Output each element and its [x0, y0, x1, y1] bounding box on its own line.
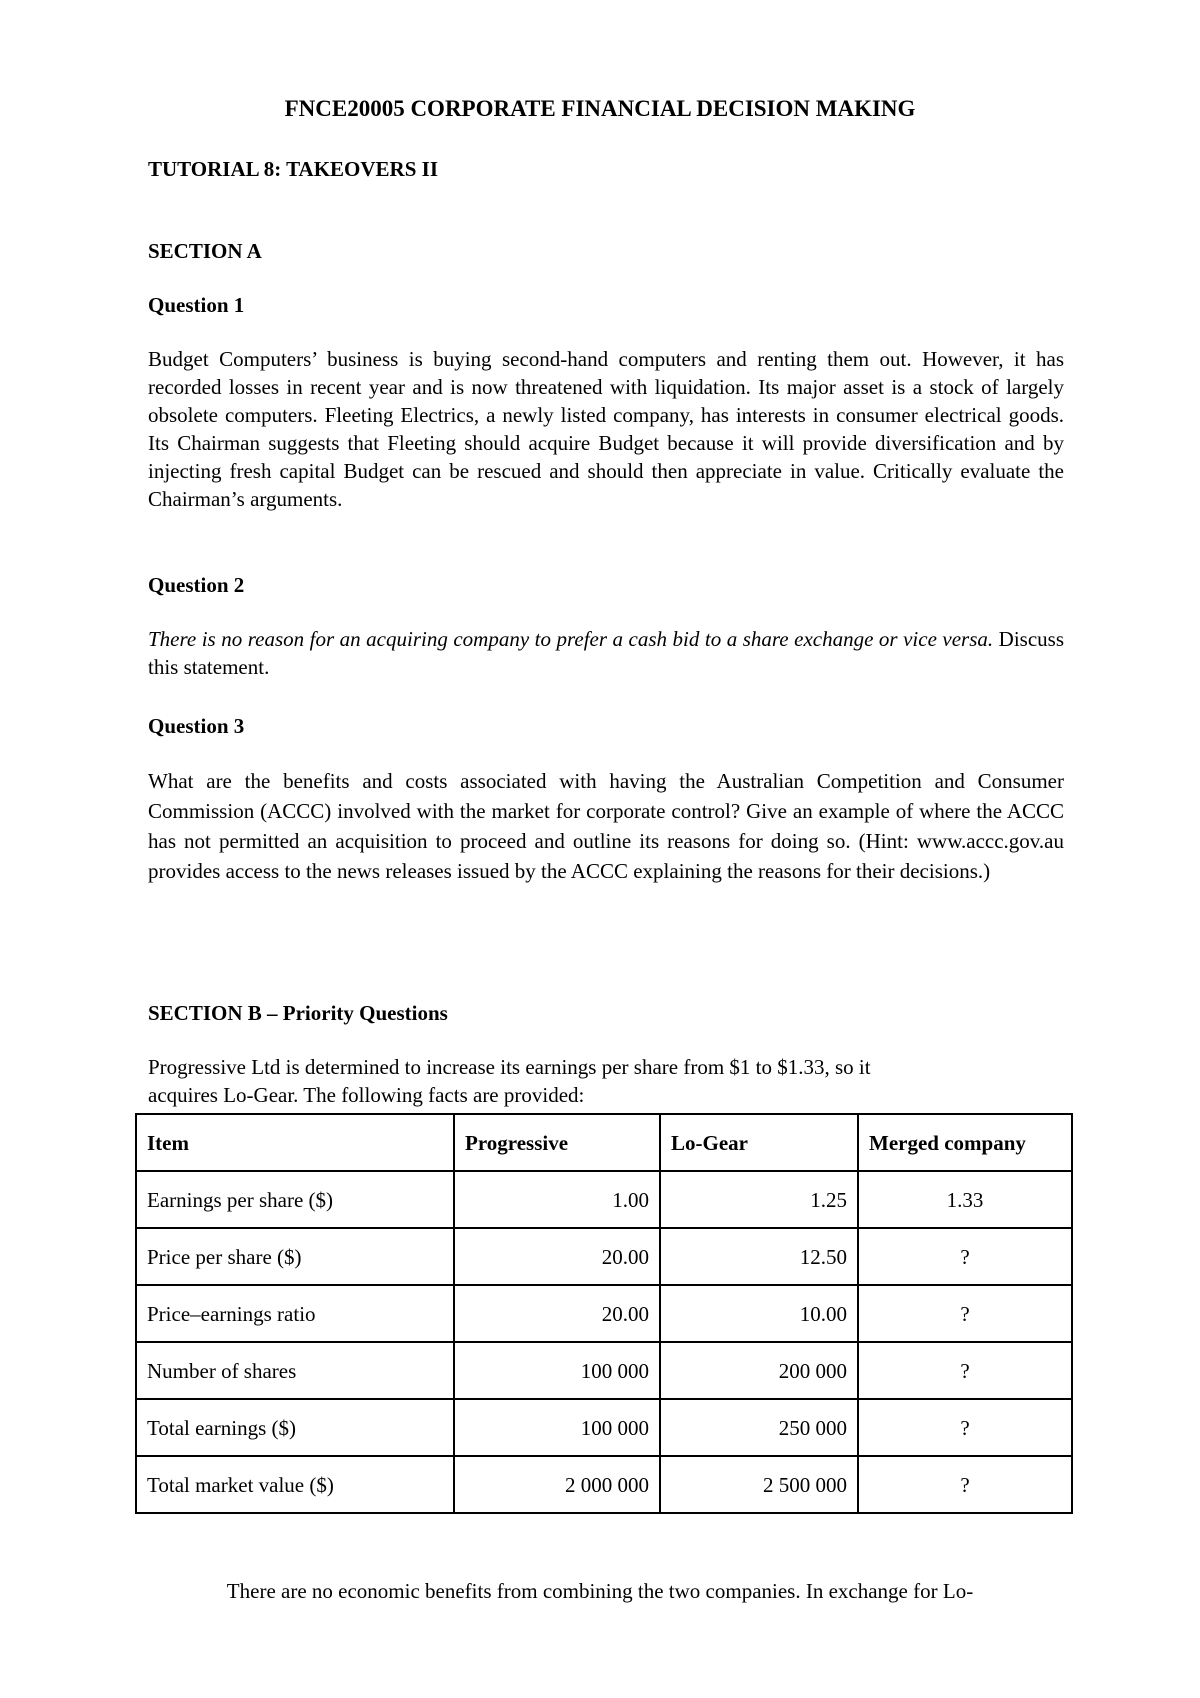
lo-gear-value: 2 500 000 [660, 1456, 858, 1513]
table-row [136, 1285, 1072, 1342]
section-a-heading: SECTION A [148, 239, 262, 263]
section-b-heading: SECTION B – Priority Questions [148, 1001, 448, 1025]
question-1-heading: Question 1 [148, 293, 245, 317]
header-merged-company: Merged company [858, 1114, 1072, 1171]
course-title: FNCE20005 CORPORATE FINANCIAL DECISION MAKING [284, 96, 916, 121]
section-b-intro-line-2: acquires Lo-Gear. The following facts are provided: [148, 1083, 585, 1107]
question-2-heading: Question 2 [148, 573, 245, 597]
header-lo-gear: Lo-Gear [660, 1114, 858, 1171]
table-row [136, 1171, 1072, 1228]
merged-value: ? [858, 1285, 1072, 1342]
question-2-text [148, 625, 1064, 681]
header-item: Item [136, 1114, 454, 1171]
lo-gear-value: 1.25 [660, 1171, 858, 1228]
question-2-instruction: Discuss this statement. [148, 627, 1065, 679]
row-label: Number of shares [136, 1342, 454, 1399]
merged-value: 1.33 [858, 1171, 1072, 1228]
merged-value: ? [858, 1342, 1072, 1399]
progressive-value: 20.00 [454, 1285, 660, 1342]
progressive-value: 100 000 [454, 1342, 660, 1399]
header-progressive: Progressive [454, 1114, 660, 1171]
table-row [136, 1456, 1072, 1513]
section-b-intro-line-1: Progressive Ltd is determined to increase its earnings per share from $1 to $1.33, so it [148, 1055, 871, 1079]
merged-value: ? [858, 1399, 1072, 1456]
lo-gear-value: 10.00 [660, 1285, 858, 1342]
progressive-value: 2 000 000 [454, 1456, 660, 1513]
table-row [136, 1342, 1072, 1399]
lo-gear-value: 200 000 [660, 1342, 858, 1399]
table-header-row [136, 1114, 1072, 1171]
question-3-text: What are the benefits and costs associated with having the Australian Competition and Consumer Commission (ACCC) involved with the market for corporate control? Give an example of where the ACCC has not permitted an acquisition to proceed and outline its reasons for doing so. (Hint: www.accc.gov.au provides access to the news releases issued by the ACCC explaining the reasons for their decisions.) [148, 769, 1064, 883]
lo-gear-value: 250 000 [660, 1399, 858, 1456]
table-row [136, 1399, 1072, 1456]
row-label: Earnings per share ($) [136, 1171, 454, 1228]
lo-gear-value: 12.50 [660, 1228, 858, 1285]
row-label: Total market value ($) [136, 1456, 454, 1513]
progressive-value: 1.00 [454, 1171, 660, 1228]
row-label: Price per share ($) [136, 1228, 454, 1285]
merged-value: ? [858, 1228, 1072, 1285]
question-1-text: Budget Computers’ business is buying second-hand computers and renting them out. However, it has recorded losses in recent year and is now threatened with liquidation. Its major asset is a stock of largely obsolete computers. Fleeting Electrics, a newly listed company, has interests in consumer electrical goods. Its Chairman suggests that Fleeting should acquire Budget because it will provide diversification and by injecting fresh capital Budget can be rescued and should then appreciate in value. Critically evaluate the Chairman’s arguments. [148, 347, 1064, 511]
row-label: Total earnings ($) [136, 1399, 454, 1456]
merged-value: ? [858, 1456, 1072, 1513]
tutorial-title: TUTORIAL 8: TAKEOVERS II [148, 157, 439, 181]
progressive-value: 100 000 [454, 1399, 660, 1456]
progressive-value: 20.00 [454, 1228, 660, 1285]
row-label: Price–earnings ratio [136, 1285, 454, 1342]
question-3-heading: Question 3 [148, 714, 245, 738]
question-2-statement: There is no reason for an acquiring company to prefer a cash bid to a share exchange or vice versa. [148, 627, 994, 651]
facts-table [135, 1113, 1073, 1514]
section-b-continuation-text: There are no economic benefits from combining the two companies. In exchange for Lo- [226, 1579, 974, 1603]
table-row [136, 1228, 1072, 1285]
